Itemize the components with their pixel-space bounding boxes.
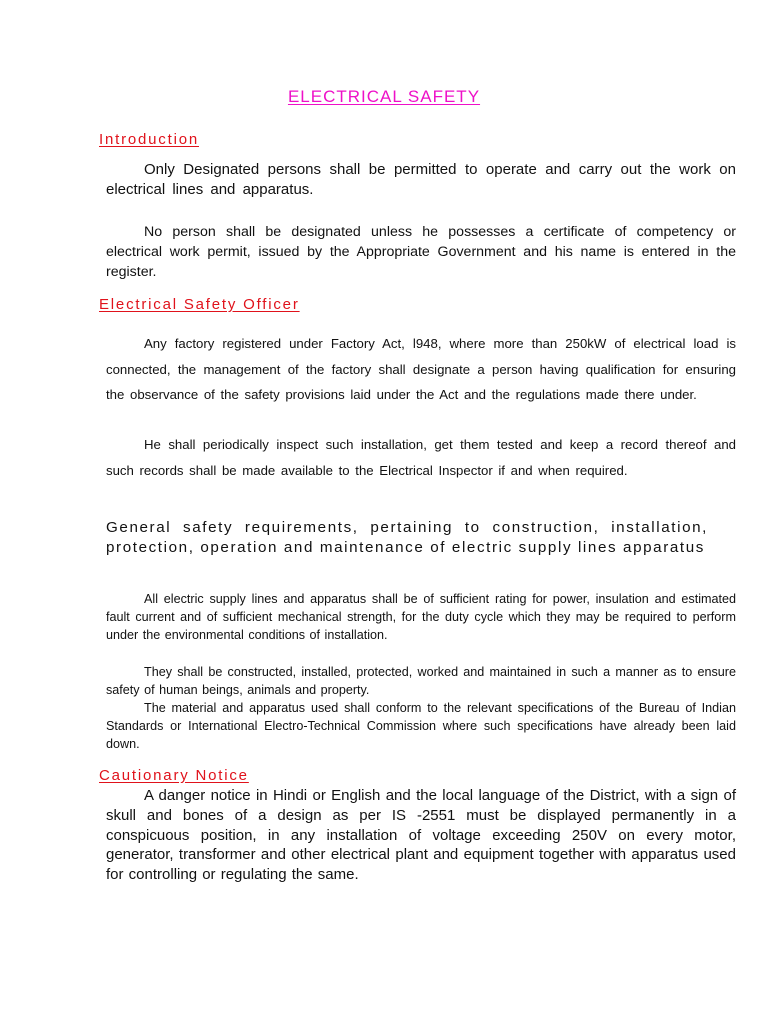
paragraph-gen-rating <box>106 590 736 644</box>
paragraph-text: All electric supply lines and apparatus shall be of sufficient rating for power, insulation and estimated fault current and of sufficient mechanical strength, for the duty cycle which they may be required to perform under the environmental conditions of installation. <box>106 592 736 642</box>
paragraph-text: He shall periodically inspect such installation, get them tested and keep a record thereof and such records shall be made available to the Electrical Inspector if and when required. <box>106 437 736 478</box>
paragraph-text: The material and apparatus used shall conform to the relevant specifications of the Bureau of Indian Standards or International Electro-Technical Commission where such specifications have already been laid down. <box>106 701 736 751</box>
paragraph-eso-designation <box>106 331 736 408</box>
paragraph-eso-inspection <box>106 432 736 483</box>
heading-electrical-safety-officer: Electrical Safety Officer <box>99 296 300 313</box>
heading-cautionary-notice: Cautionary Notice <box>99 767 249 784</box>
heading-introduction: Introduction <box>99 131 199 148</box>
paragraph-intro-certificate <box>106 222 736 282</box>
paragraph-text: No person shall be designated unless he possesses a certificate of competency or electrical work permit, issued by the Appropriate Government and his name is entered in the register. <box>106 224 736 280</box>
paragraph-caution-danger-notice <box>106 786 736 885</box>
document-title: ELECTRICAL SAFETY <box>287 87 481 106</box>
paragraph-text: Any factory registered under Factory Act, l948, where more than 250kW of electrical load is connected, the management of the factory shall designate a person having qualification for ensuring the observance of the safety provisions laid under the Act and the regulations made there under. <box>106 336 736 402</box>
heading-general-safety-requirements: General safety requirements, pertaining to construction, installation, protection, operation and maintenance of electric supply lines apparatus <box>106 519 708 556</box>
paragraph-gen-construction <box>106 663 736 699</box>
paragraph-intro-designated-persons <box>106 160 736 200</box>
paragraph-text: They shall be constructed, installed, protected, worked and maintained in such a manner as to ensure safety of human beings, animals and property. <box>106 665 736 697</box>
paragraph-text: A danger notice in Hindi or English and the local language of the District, with a sign of skull and bones of a design as per IS -2551 must be displayed permanently in a conspicuous position, in any installation of voltage exceeding 250V on every motor, generator, transformer and other electrical plant and equipment together with apparatus used for controlling or regulating the same. <box>106 787 736 884</box>
paragraph-gen-specifications <box>106 699 736 753</box>
paragraph-text: Only Designated persons shall be permitted to operate and carry out the work on electrical lines and apparatus. <box>106 161 736 198</box>
